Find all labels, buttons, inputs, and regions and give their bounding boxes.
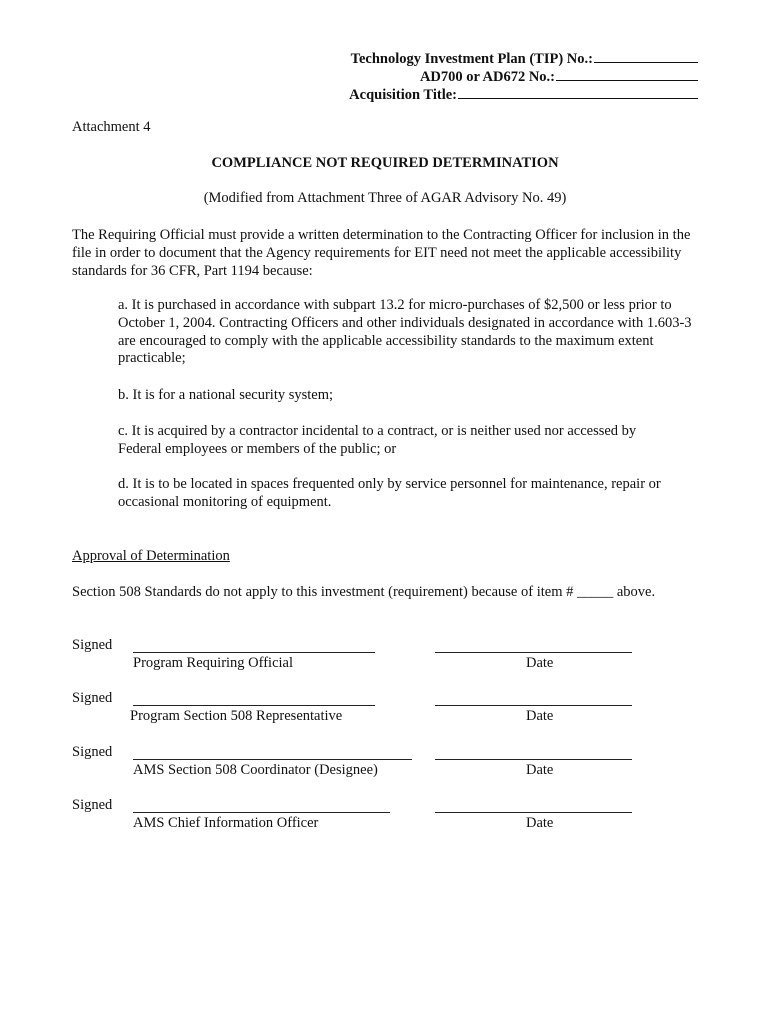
signature-line[interactable] [133, 759, 412, 760]
signature-line[interactable] [133, 705, 375, 706]
document-subtitle: (Modified from Attachment Three of AGAR Advisory No. 49) [203, 190, 567, 206]
list-item-d: d. It is to be located in spaces frequented only by service personnel for maintenance, repair or occasional monitoring of equipment. [118, 476, 661, 510]
intro-paragraph: The Requiring Official must provide a written determination to the Contracting Officer for inclusion in the file in order to document that the Agency requirements for EIT need not meet the applicable accessibility standards for 36 CFR, Part 1194 because: [72, 227, 691, 279]
list-item-b: b. It is for a national security system; [118, 387, 334, 403]
date-line[interactable] [435, 759, 632, 760]
signature-line[interactable] [133, 652, 375, 653]
date-label: Date [526, 762, 554, 778]
signed-label: Signed [72, 690, 113, 706]
list-item-c: c. It is acquired by a contractor incidental to a contract, or is neither used nor accessed by Federal employees or members of the public; or [118, 423, 637, 457]
tip-number-blank[interactable] [594, 48, 698, 63]
ad-number-label: AD700 or AD672 No.: [419, 69, 555, 85]
approval-heading: Approval of Determination [72, 548, 230, 564]
signer-role: Program Requiring Official [133, 655, 294, 671]
date-line[interactable] [435, 705, 632, 706]
section-508-statement: Section 508 Standards do not apply to this investment (requirement) because of item # _____ above. [72, 584, 656, 600]
signature-line[interactable] [133, 812, 390, 813]
date-line[interactable] [435, 812, 632, 813]
signed-label: Signed [72, 797, 113, 813]
acquisition-title-label: Acquisition Title: [349, 87, 457, 103]
tip-number-field [351, 48, 698, 68]
document-title: COMPLIANCE NOT REQUIRED DETERMINATION [211, 155, 559, 171]
signer-role: AMS Section 508 Coordinator (Designee) [133, 762, 378, 778]
date-label: Date [526, 815, 554, 831]
date-label: Date [526, 708, 554, 724]
signed-label: Signed [72, 744, 113, 760]
list-item-a: a. It is purchased in accordance with subpart 13.2 for micro-purchases of $2,500 or less prior to October 1, 2004. Contracting Officers and other individuals designated in accordance with 1.603-3 are encouraged to comply with the applicable accessibility standards to the maximum extent practicable; [118, 297, 692, 367]
signer-role: Program Section 508 Representative [130, 708, 343, 724]
ad-number-field [420, 66, 698, 86]
signer-role: AMS Chief Information Officer [133, 815, 319, 831]
acquisition-title-blank[interactable] [458, 84, 698, 99]
date-label: Date [526, 655, 554, 671]
ad-number-blank[interactable] [556, 66, 698, 81]
acquisition-title-field [349, 84, 698, 104]
attachment-label: Attachment 4 [72, 119, 151, 135]
date-line[interactable] [435, 652, 632, 653]
signed-label: Signed [72, 637, 113, 653]
tip-number-label: Technology Investment Plan (TIP) No.: [350, 51, 593, 67]
